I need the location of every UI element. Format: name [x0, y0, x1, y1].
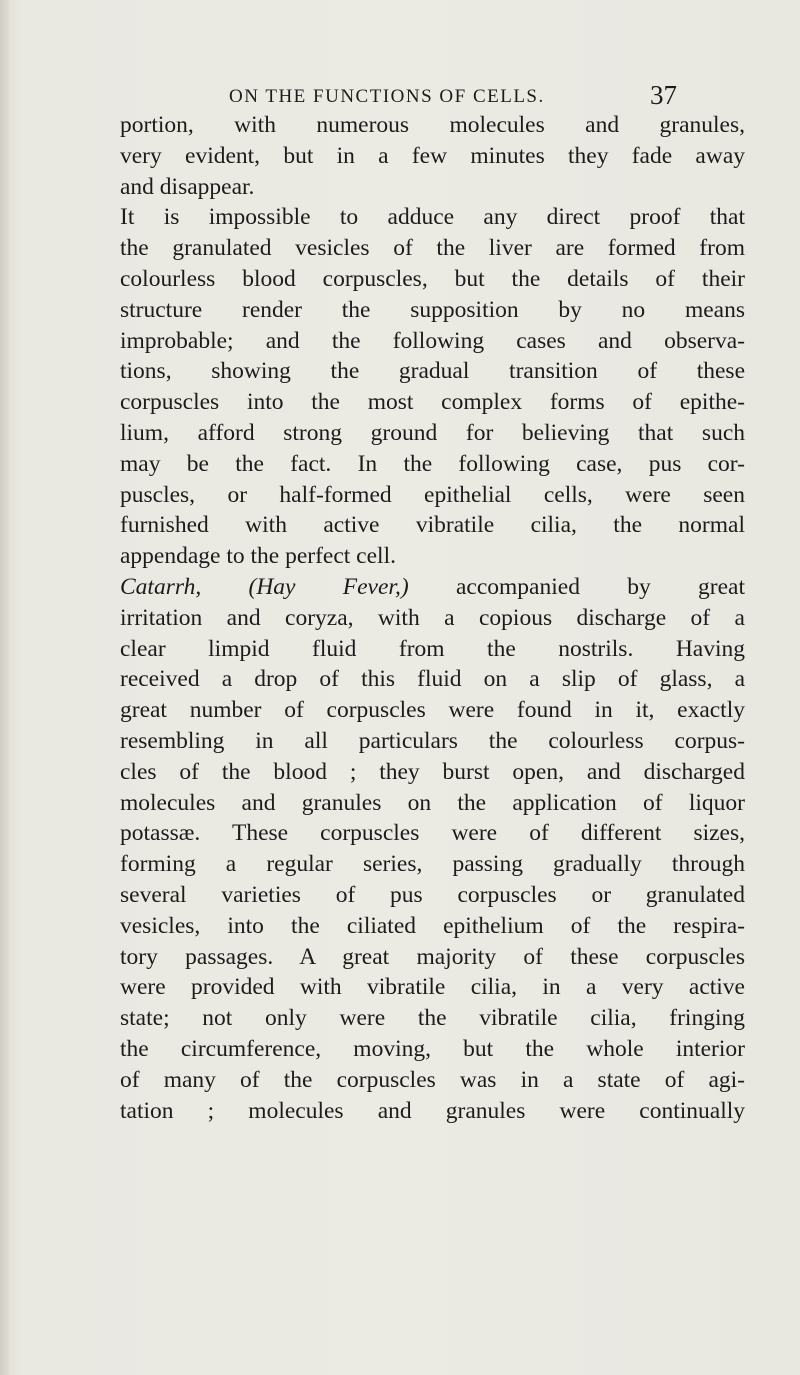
text-line: several varieties of pus corpuscles or granulated	[120, 881, 745, 908]
running-title: ON THE FUNCTIONS OF CELLS.	[229, 86, 545, 107]
body-text	[120, 110, 745, 1126]
text-line: clear limpid fluid from the nostrils. Having	[120, 635, 745, 662]
text-line: may be the fact. In the following case, pus cor-	[120, 450, 745, 477]
text-line: state; not only were the vibratile cilia, fringing	[120, 1005, 745, 1032]
text-line: furnished with active vibratile cilia, the normal	[120, 512, 745, 539]
text-line: very evident, but in a few minutes they fade away	[120, 142, 745, 169]
page-number: 37	[650, 80, 677, 110]
text-line: cles of the blood ; they burst open, and discharged	[120, 758, 745, 785]
italic-heading: Catarrh, (Hay Fever,)	[120, 573, 409, 600]
text-line: great number of corpuscles were found in it, exactly	[120, 697, 745, 724]
text-line: the circumference, moving, but the whole interior	[120, 1035, 745, 1062]
text-line: improbable; and the following cases and observa-	[120, 327, 745, 354]
text-line: tory passages. A great majority of these corpuscles	[120, 943, 745, 970]
text-line: puscles, or half-formed epithelial cells, were seen	[120, 481, 745, 508]
text-line: and disappear.	[120, 173, 255, 200]
text-line: colourless blood corpuscles, but the details of their	[120, 265, 745, 292]
text-line: It is impossible to adduce any direct proof that	[120, 204, 745, 231]
text-line: corpuscles into the most complex forms of epithe-	[120, 389, 745, 416]
text-line: resembling in all particulars the colourless corpus-	[120, 727, 745, 754]
running-head	[0, 82, 800, 112]
text-line: structure render the supposition by no means	[120, 296, 745, 323]
text-line: appendage to the perfect cell.	[120, 543, 396, 570]
text-line: irritation and coryza, with a copious discharge of a	[120, 604, 745, 631]
text-line: the granulated vesicles of the liver are formed from	[120, 235, 745, 262]
text-line: tation ; molecules and granules were continually	[120, 1097, 745, 1124]
text-line: lium, afford strong ground for believing that such	[120, 419, 745, 446]
text-line: tions, showing the gradual transition of these	[120, 358, 745, 385]
text-line: of many of the corpuscles was in a state of agi-	[120, 1066, 745, 1093]
text-line: vesicles, into the ciliated epithelium of the respira-	[120, 912, 745, 939]
text-line-with-italic-lead	[120, 572, 745, 603]
text-line: forming a regular series, passing gradually through	[120, 851, 745, 878]
text-line: were provided with vibratile cilia, in a very active	[120, 974, 745, 1001]
text-line: molecules and granules on the application of liquor	[120, 789, 745, 816]
text-line: received a drop of this fluid on a slip of glass, a	[120, 666, 745, 693]
text-line: portion, with numerous molecules and granules,	[120, 112, 745, 138]
text-line: potassæ. These corpuscles were of different sizes,	[120, 820, 745, 847]
page-gutter-shadow	[0, 0, 10, 1375]
text-line-rest: accompanied by great	[455, 573, 746, 600]
